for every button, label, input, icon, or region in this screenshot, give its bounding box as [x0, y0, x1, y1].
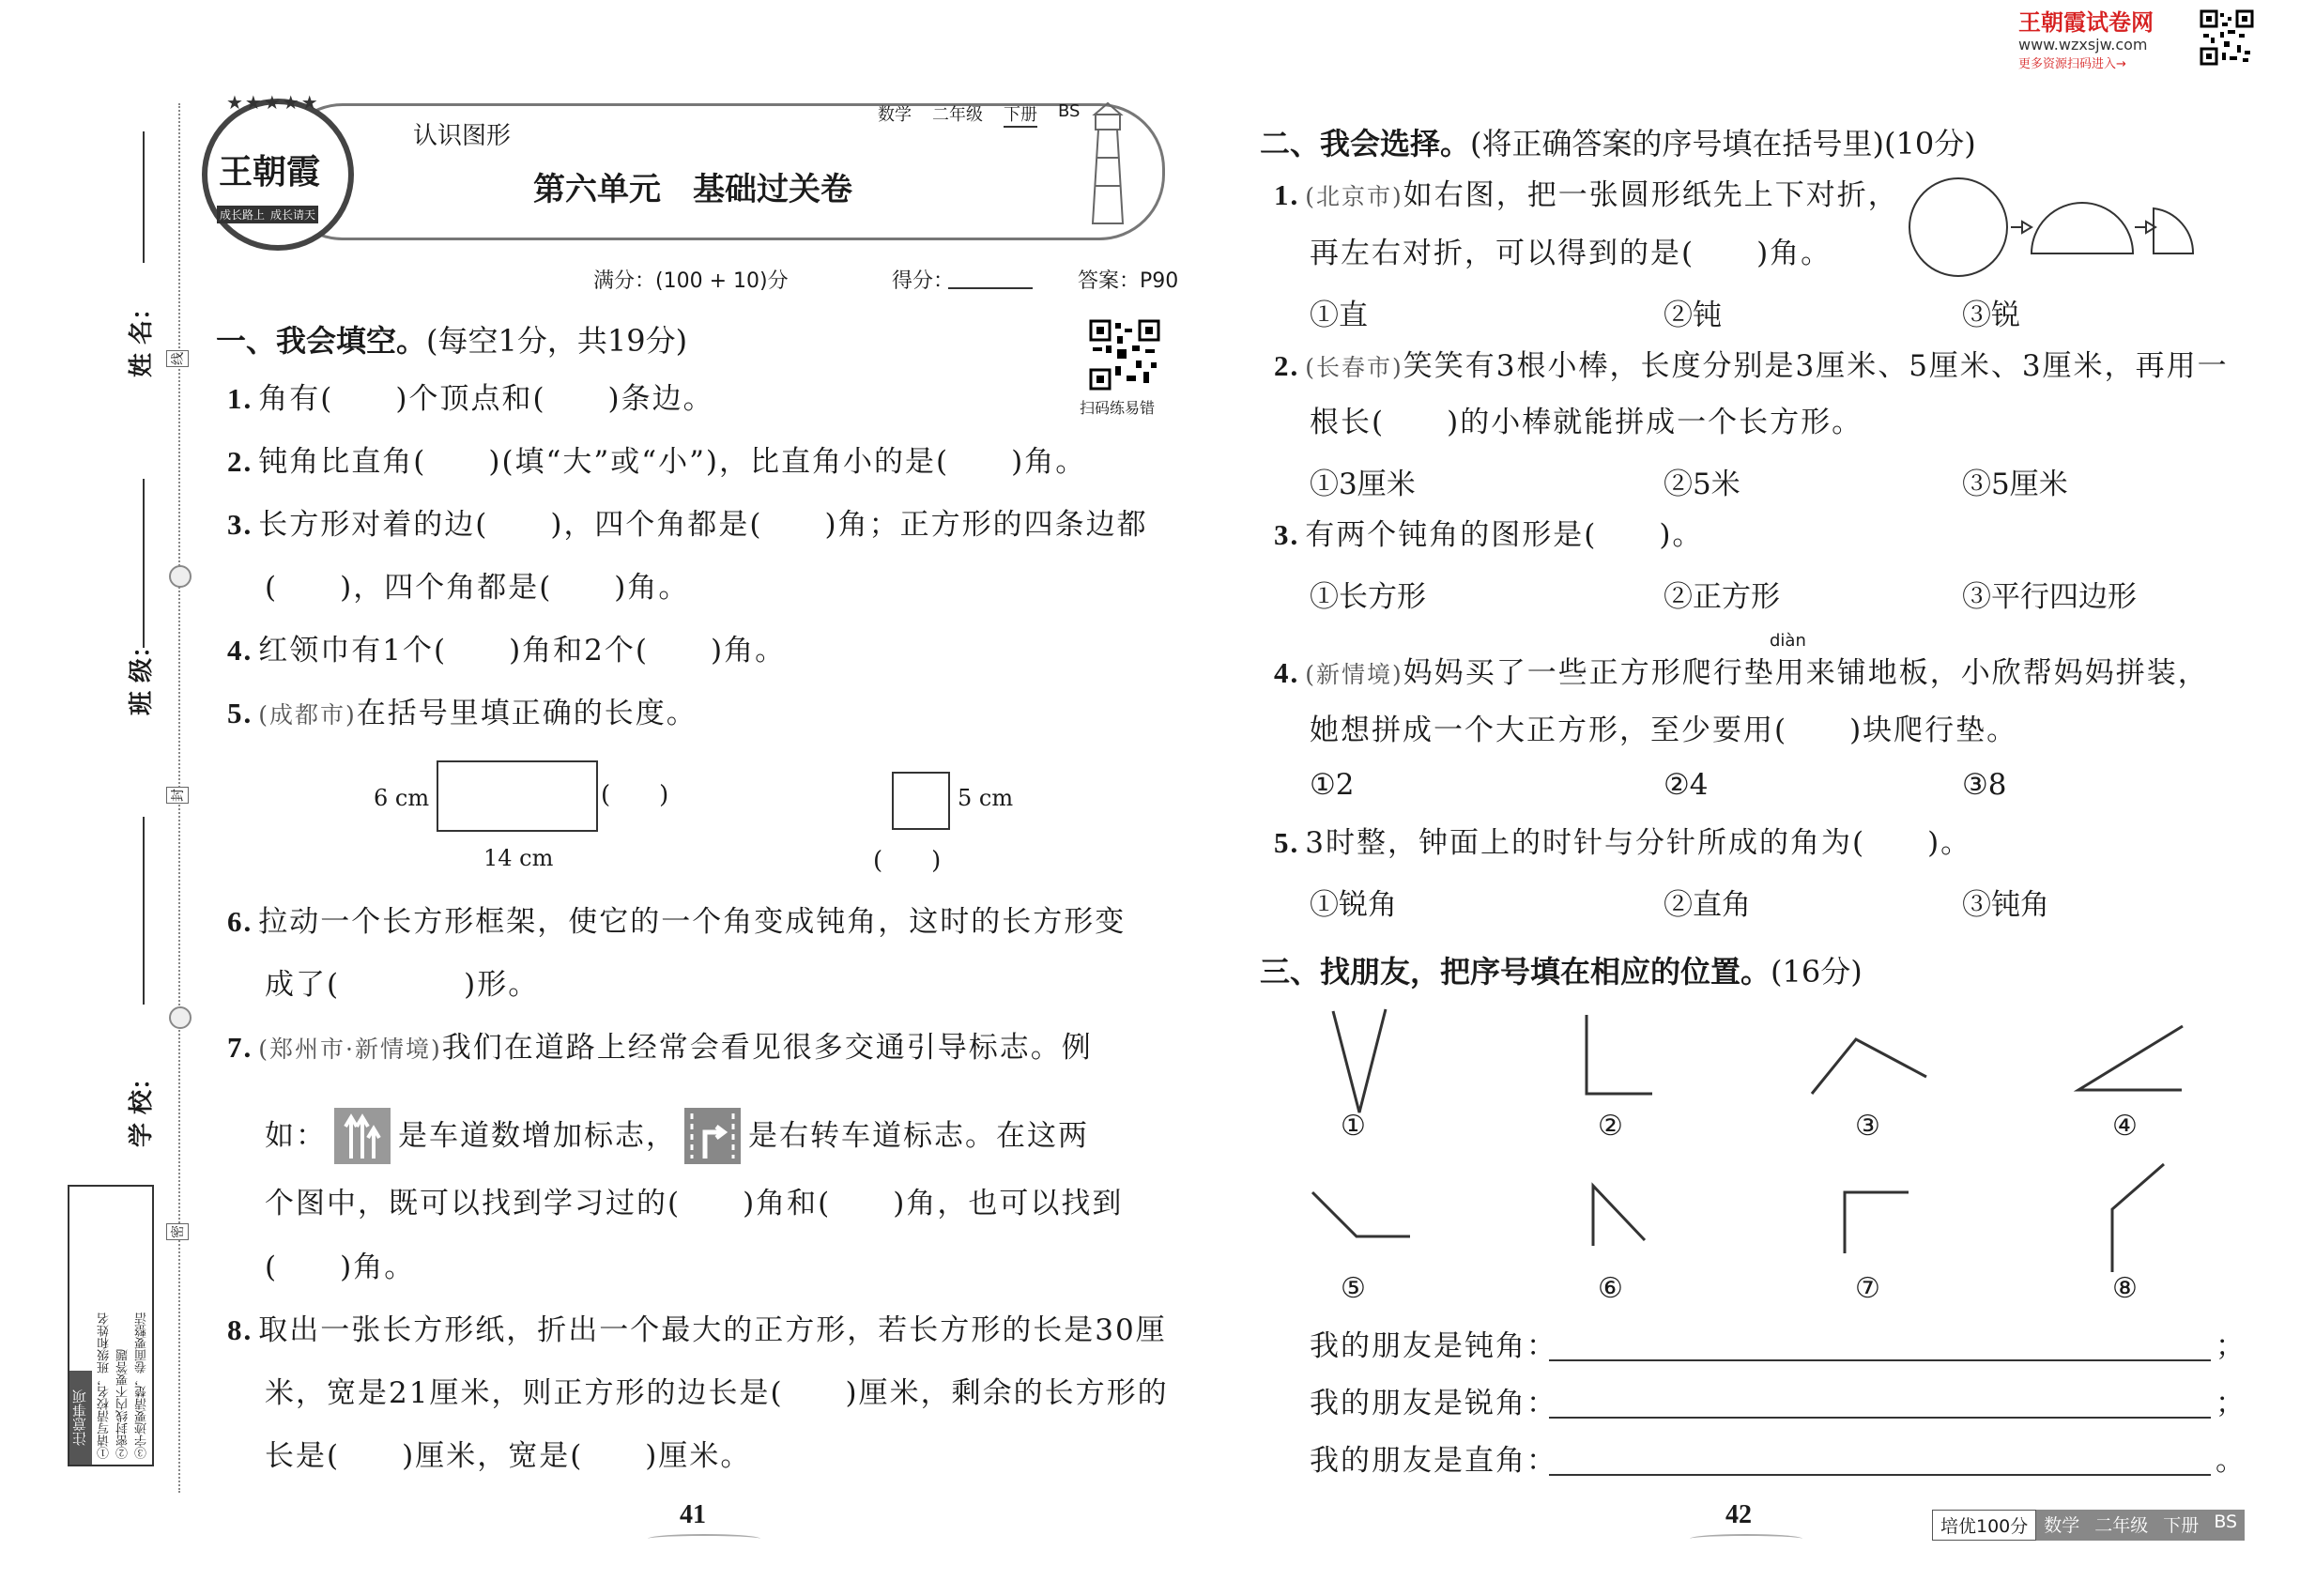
notes-item-2: ②密封线内不要答题 — [116, 1349, 130, 1459]
page-deco-right-icon — [1690, 1534, 1802, 1543]
s1-q1-num: 1. — [227, 382, 253, 415]
s2-q1-text: 如右图，把一张圆形纸先上下对折， — [1403, 178, 1899, 212]
s2-q5-opt1[interactable]: ①锐角 — [1310, 888, 1397, 922]
s1-q7d: ( )角。 — [265, 1251, 416, 1284]
practice-qr-icon[interactable] — [1089, 319, 1160, 391]
s1-q7a — [227, 1029, 1093, 1068]
meta-grade: 二年级 — [932, 105, 983, 125]
footer-tag-series: 培优100分 — [1932, 1510, 2036, 1541]
page-title: 第六单元 基础过关卷 — [533, 171, 852, 208]
s2-q4-text: 妈妈买了一些正方形爬行垫用来铺地板，小欣帮妈妈拼装， — [1403, 656, 2209, 690]
section2-points: (将正确答案的序号填在括号里)(10分) — [1470, 126, 1976, 161]
angle-8 — [2112, 1164, 2164, 1272]
s1-q7-text: 我们在道路上经常会看见很多交通引导标志。例 — [441, 1031, 1093, 1065]
s3-acute-end: ； — [2216, 1387, 2246, 1420]
s2-q4a — [1274, 654, 2209, 694]
s1-q5-text: 在括号里填正确的长度。 — [356, 697, 698, 730]
s1-q7b-post: 是右转车道标志。在这两 — [748, 1119, 1089, 1153]
q5-blank-1[interactable]: ( ) — [601, 781, 669, 809]
s3-right-end: 。 — [2216, 1444, 2246, 1478]
header-meta — [878, 101, 1080, 128]
q5-blank-2[interactable]: ( ) — [873, 847, 942, 875]
s2-q2b: 根长( )的小棒就能拼成一个长方形。 — [1310, 406, 1863, 439]
s1-q3-num: 3. — [227, 508, 253, 541]
name-label: 姓 名： — [128, 295, 157, 378]
s1-q5-num: 5. — [227, 697, 253, 729]
page-number-left: 41 — [680, 1500, 706, 1529]
s3-acute-blank[interactable] — [1549, 1417, 2211, 1419]
section1-title: 一、我会填空。 — [216, 323, 427, 359]
s1-q1 — [227, 380, 714, 418]
s2-q2-source: (长春市) — [1305, 354, 1403, 381]
notes-box — [68, 1185, 154, 1466]
s2-q1a — [1274, 176, 1899, 216]
angle-label-8: ⑧ — [2112, 1272, 2138, 1305]
cut-mark-xian: 线 — [166, 350, 189, 367]
footer-tag-edition: BS — [2206, 1510, 2245, 1541]
angle-3 — [1812, 1039, 1926, 1094]
s1-q8c: 长是( )厘米，宽是( )厘米。 — [265, 1439, 752, 1473]
s1-q7b-pre: 如： — [265, 1119, 327, 1153]
s2-q2-opt3[interactable]: ③5厘米 — [1962, 468, 2068, 501]
meta-edition: BS — [1058, 101, 1081, 121]
notes-item-1: ①请写清校名，班级和姓名 — [98, 1312, 112, 1459]
site-note: 更多资源扫码进入→ — [2018, 57, 2126, 71]
page-deco-left-icon — [648, 1534, 760, 1543]
angle-label-3: ③ — [1855, 1110, 1880, 1143]
angle-label-4: ④ — [2112, 1110, 2138, 1143]
logo-text: 王朝霞 — [219, 152, 321, 192]
score-blank[interactable] — [948, 287, 1033, 289]
s1-q5 — [227, 695, 698, 734]
s3-acute-label: 我的朋友是锐角： — [1310, 1387, 1557, 1420]
lane-increase-sign-icon — [334, 1108, 391, 1164]
s2-q4-source: (新情境) — [1305, 661, 1403, 688]
s1-q6b: 成了( )形。 — [265, 968, 540, 1002]
s3-obtuse-label: 我的朋友是钝角： — [1310, 1329, 1557, 1363]
s2-q1-opt1[interactable]: ①直 — [1310, 299, 1368, 332]
angle-label-2: ② — [1598, 1110, 1623, 1143]
brand-block — [2018, 9, 2197, 73]
s1-q8a — [227, 1312, 1167, 1349]
q5-rect-height-label: 6 cm — [374, 785, 430, 811]
s1-q6-text: 拉动一个长方形框架，使它的一个角变成钝角，这时的长方形变 — [258, 905, 1127, 939]
binding-hole-2-icon — [169, 1006, 192, 1029]
site-url[interactable]: www.wzxsjw.com — [2018, 36, 2148, 54]
s2-q4-num: 4. — [1274, 656, 1300, 689]
logo-stars-icon: ★★★★★ — [226, 91, 320, 114]
footer-tag-grade: 二年级 — [2087, 1510, 2155, 1541]
s3-obtuse-blank[interactable] — [1549, 1359, 2211, 1361]
s1-q7-num: 7. — [227, 1031, 253, 1064]
s2-q4-opt1[interactable]: ①2 — [1310, 768, 1355, 802]
score-label: 得分： — [892, 269, 955, 293]
section3-points: (16分) — [1771, 954, 1863, 990]
footer-tag-subject: 数学 — [2036, 1510, 2087, 1541]
lighthouse-icon — [1080, 101, 1136, 229]
s2-q5-num: 5. — [1274, 826, 1300, 859]
binding-hole-1-icon — [169, 565, 192, 588]
answer-ref: 答案：P90 — [1078, 269, 1179, 293]
s2-q5 — [1274, 824, 1971, 862]
s2-q2-opt1[interactable]: ①3厘米 — [1310, 468, 1416, 501]
s2-q3-opt3[interactable]: ③平行四边形 — [1962, 580, 2137, 614]
s1-q4-text: 红领巾有1个( )角和2个( )角。 — [258, 634, 787, 668]
section3-heading — [1260, 948, 1863, 991]
s2-q5-text: 3时整，钟面上的时针与分针所成的角为( )。 — [1305, 826, 1972, 860]
q5-rect-width-label: 14 cm — [483, 845, 554, 871]
s2-q5-opt3[interactable]: ③钝角 — [1962, 888, 2049, 922]
s1-q1-text: 角有( )个顶点和( )条边。 — [258, 382, 714, 416]
s1-q8-text: 取出一张长方形纸，折出一个最大的正方形，若长方形的长是30厘 — [258, 1313, 1167, 1347]
s1-q2-text: 钝角比直角( )(填“大”或“小”)，比直角小的是( )角。 — [258, 445, 1087, 479]
site-name: 王朝霞试卷网 — [2018, 9, 2154, 36]
page-number-right: 42 — [1725, 1500, 1752, 1529]
s2-q2a — [1274, 347, 2229, 387]
angle-5 — [1312, 1192, 1410, 1236]
angle-2 — [1587, 1015, 1652, 1094]
s2-q2-text: 笑笑有3根小棒，长度分别是3厘米、5厘米、3厘米，再用一 — [1403, 349, 2229, 383]
s2-q3-num: 3. — [1274, 518, 1300, 551]
angle-label-5: ⑤ — [1341, 1272, 1366, 1305]
s1-q6-num: 6. — [227, 905, 253, 938]
folding-diagram — [1906, 176, 2197, 280]
s1-q6a — [227, 903, 1126, 941]
s1-q2 — [227, 443, 1086, 481]
s2-q2-opt2[interactable]: ②5米 — [1664, 468, 1740, 501]
meta-subject: 数学 — [878, 105, 912, 125]
logo-sub-left: 成长路上 — [220, 208, 266, 222]
s1-q7b — [265, 1108, 1089, 1164]
s3-right-blank[interactable] — [1549, 1474, 2211, 1476]
footer-tag — [1932, 1510, 2245, 1541]
s2-q1b: 再左右对折，可以得到的是( )角。 — [1310, 237, 1832, 270]
s1-q7-source: (郑州市·新情境) — [258, 1036, 442, 1063]
angle-label-7: ⑦ — [1855, 1272, 1880, 1305]
s2-q3-text: 有两个钝角的图形是( )。 — [1305, 518, 1704, 552]
angle-label-1: ① — [1341, 1110, 1366, 1143]
s2-q1-num: 1. — [1274, 178, 1300, 211]
angle-label-6: ⑥ — [1598, 1272, 1623, 1305]
s2-q5-opt2[interactable]: ②直角 — [1664, 888, 1751, 922]
s2-q1-opt3[interactable]: ③锐 — [1962, 299, 2020, 332]
class-line — [143, 479, 145, 648]
s1-q3-text: 长方形对着的边( )，四个角都是( )角；正方形的四条边都 — [258, 508, 1148, 542]
s2-q3-opt2[interactable]: ②正方形 — [1664, 580, 1780, 614]
s1-q8-num: 8. — [227, 1313, 253, 1346]
angle-4 — [2078, 1026, 2183, 1090]
s1-q3b: ( )，四个角都是( )角。 — [265, 571, 690, 605]
s1-q7b-mid: 是车道数增加标志， — [398, 1119, 677, 1153]
angle-6b — [1593, 1186, 1645, 1246]
s1-q7c: 个图中，既可以找到学习过的( )角和( )角，也可以找到 — [265, 1187, 1124, 1220]
meta-volume: 下册 — [1004, 101, 1037, 128]
notes-item-3: ③字迹要清楚，卷面要整洁 — [135, 1312, 149, 1459]
section2-heading — [1260, 120, 1976, 163]
s1-q2-num: 2. — [227, 445, 253, 478]
school-label: 学 校： — [128, 1065, 157, 1148]
header-topic: 认识图形 — [413, 122, 512, 150]
section1-points: (每空1分，共19分) — [426, 323, 688, 359]
angle-1 — [1333, 1009, 1386, 1113]
practice-qr-caption: 扫码练易错 — [1080, 399, 1156, 417]
right-turn-sign-icon — [684, 1108, 741, 1164]
footer-tag-volume: 下册 — [2155, 1510, 2206, 1541]
brand-qr-icon[interactable] — [2200, 9, 2254, 66]
q5-rectangle — [437, 760, 598, 832]
s2-q1-opt2[interactable]: ②钝 — [1664, 299, 1722, 332]
s1-q4-num: 4. — [227, 634, 253, 667]
cut-mark-feng: 封 — [166, 787, 189, 804]
s1-q4 — [227, 632, 786, 669]
s3-right-label: 我的朋友是直角： — [1310, 1444, 1557, 1478]
s2-q3-opt1[interactable]: ①长方形 — [1310, 580, 1426, 614]
class-label: 班 级： — [128, 633, 157, 716]
s2-q4-opt3[interactable]: ③8 — [1962, 768, 2007, 802]
section3-title: 三、找朋友，把序号填在相应的位置。 — [1260, 954, 1771, 990]
s1-q8b: 米，宽是21厘米，则正方形的边长是( )厘米，剩余的长方形的 — [265, 1376, 1169, 1410]
s2-q3 — [1274, 516, 1703, 554]
q5-square-side-label: 5 cm — [958, 785, 1014, 811]
s2-q4-pinyin: diàn — [1770, 631, 1806, 651]
s1-q5-source: (成都市) — [258, 701, 357, 729]
s2-q4-opt2[interactable]: ②4 — [1664, 768, 1709, 802]
s1-q3a — [227, 506, 1148, 544]
section2-title: 二、我会选择。 — [1260, 126, 1471, 161]
logo — [202, 91, 354, 251]
full-score: 满分：(100 + 10)分 — [593, 269, 789, 293]
angle-7 — [1845, 1192, 1909, 1253]
s2-q4b: 她想拼成一个大正方形，至少要用( )块爬行垫。 — [1310, 714, 2018, 747]
school-line — [143, 817, 145, 1005]
s3-obtuse-end: ； — [2216, 1329, 2246, 1363]
name-line — [143, 131, 145, 263]
notes-title: 注意事项 — [69, 1371, 92, 1465]
logo-sub-right: 成长请天 — [270, 208, 316, 222]
s2-q2-num: 2. — [1274, 349, 1300, 382]
section1-heading — [216, 317, 687, 361]
cut-mark-mi: 密 — [166, 1223, 189, 1240]
angle-figures — [1296, 1000, 2197, 1319]
s2-q1-source: (北京市) — [1305, 183, 1403, 210]
q5-square — [892, 772, 950, 830]
